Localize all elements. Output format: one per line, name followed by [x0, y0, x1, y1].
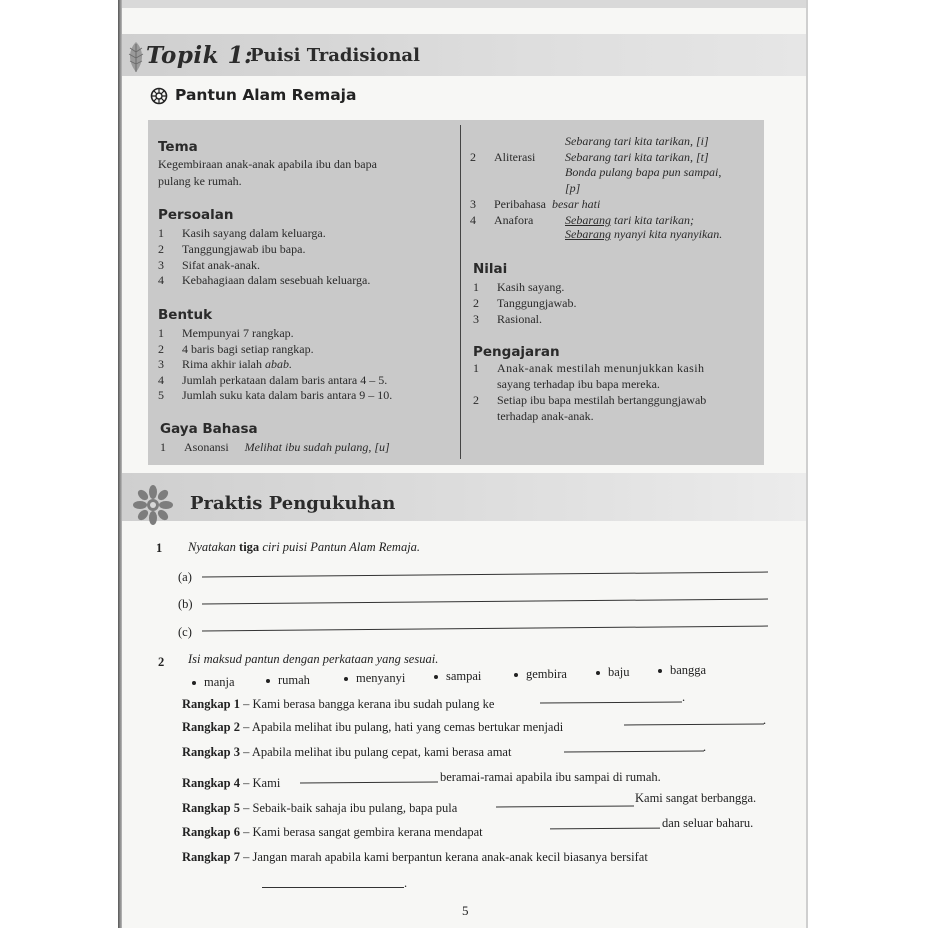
rangkap-3: Rangkap 3 – Apabila melihat ibu pulang cepat, kami berasa amat: [182, 745, 512, 759]
poem-title: Pantun Alam Remaja: [175, 86, 357, 104]
rangkap-6-blank[interactable]: [550, 828, 660, 830]
persoalan-item: 4 Kebahagiaan dalam sesebuah keluarga.: [158, 273, 371, 287]
rangkap-5: Rangkap 5 – Sebaik-baik sahaja ibu pulang, bapa pula: [182, 801, 458, 815]
rangkap-4-blank[interactable]: [300, 782, 438, 784]
heading-bentuk: Bentuk: [158, 307, 213, 323]
bullet-icon: [192, 681, 196, 685]
nilai-item: 2 Tanggungjawab.: [473, 296, 577, 310]
persoalan-item: 3 Sifat anak-anak.: [158, 258, 260, 272]
bentuk-item: 1 Mempunyai 7 rangkap.: [158, 326, 294, 340]
top-gray-strip: [122, 0, 806, 8]
rangkap-3-blank[interactable]: [564, 751, 704, 753]
bentuk-item: 3 Rima akhir ialah abab.: [158, 357, 292, 371]
aliterasi-line-2: Sebarang tari kita tarikan, [t]: [565, 150, 709, 164]
aliterasi-label: 2 Aliterasi: [470, 150, 536, 164]
floral-ornament-icon: [128, 484, 178, 526]
rangkap-1: Rangkap 1 – Kami berasa bangga kerana ibu sudah pulang ke: [182, 697, 495, 711]
nilai-item: 3 Rasional.: [473, 312, 542, 326]
heading-tema: Tema: [158, 139, 198, 155]
word-option: sampai: [434, 669, 481, 684]
q1-number: 1: [156, 541, 163, 555]
peribahasa-item: 3 Peribahasa besar hati: [470, 197, 601, 211]
rangkap-6: Rangkap 6 – Kami berasa sangat gembira kerana mendapat: [182, 825, 483, 839]
praktis-title: Praktis Pengukuhan: [190, 493, 396, 514]
rangkap-4-end: beramai-ramai apabila ibu sampai di rumah.: [440, 770, 661, 784]
textbook-page: [122, 0, 806, 928]
flower-icon: [150, 87, 168, 105]
rangkap-7-end: .: [404, 876, 408, 890]
rangkap-6-end: dan seluar baharu.: [662, 816, 754, 830]
pengajaran-item: 1 Anak-anak mestilah menunjukkan kasih: [473, 361, 705, 375]
word-option: rumah: [266, 673, 310, 688]
rangkap-7-blank[interactable]: [262, 887, 404, 888]
bullet-icon: [434, 675, 438, 679]
pengajaran-item: 2 Setiap ibu bapa mestilah bertanggungjawab: [473, 393, 707, 407]
page-number: 5: [462, 903, 469, 918]
rangkap-2-end: .: [763, 713, 767, 727]
heading-gaya-bahasa: Gaya Bahasa: [160, 421, 258, 437]
tema-line-1: Kegembiraan anak-anak apabila ibu dan bapa: [158, 157, 377, 171]
bullet-icon: [266, 679, 270, 683]
bullet-icon: [344, 677, 348, 681]
topic-label: Topik 1:: [146, 42, 254, 69]
q1-answer-line-c[interactable]: [202, 626, 768, 632]
topic-title: Puisi Tradisional: [250, 45, 420, 66]
gaya-bahasa-item: 1 Asonansi Melihat ibu sudah pulang, [u]: [160, 440, 390, 454]
q1-instruction: Nyatakan tiga ciri puisi Pantun Alam Remaja.: [188, 540, 421, 554]
column-divider: [460, 125, 461, 459]
q1-part-a-label: (a): [178, 570, 192, 584]
q1-answer-line-a[interactable]: [202, 572, 768, 578]
word-option: manja: [192, 675, 235, 690]
persoalan-item: 1 Kasih sayang dalam keluarga.: [158, 226, 326, 240]
rangkap-1-end: .: [682, 690, 686, 704]
scan-margin-right: [807, 0, 928, 928]
aliterasi-line-4: [p]: [565, 181, 581, 195]
word-option: gembira: [514, 667, 567, 682]
bullet-icon: [658, 669, 662, 673]
bentuk-item: 5 Jumlah suku kata dalam baris antara 9 – 10.: [158, 388, 393, 402]
q2-instruction: Isi maksud pantun dengan perkataan yang sesuai.: [188, 652, 439, 666]
bentuk-item: 4 Jumlah perkataan dalam baris antara 4 – 5.: [158, 373, 388, 387]
nilai-item: 1 Kasih sayang.: [473, 280, 565, 294]
rangkap-3-end: .: [703, 740, 707, 754]
pengajaran-item-cont: sayang terhadap ibu bapa mereka.: [497, 377, 660, 391]
pengajaran-item-cont: terhadap anak-anak.: [497, 409, 594, 423]
q1-part-b-label: (b): [178, 597, 193, 611]
heading-persoalan: Persoalan: [158, 207, 234, 223]
q1-part-c-label: (c): [178, 625, 192, 639]
word-option: baju: [596, 665, 630, 680]
bentuk-item: 2 4 baris bagi setiap rangkap.: [158, 342, 314, 356]
bullet-icon: [596, 671, 600, 675]
rangkap-4: Rangkap 4 – Kami: [182, 776, 281, 790]
rangkap-1-blank[interactable]: [540, 702, 682, 704]
anafora-line-2: Sebarang nyanyi kita nyanyikan.: [565, 227, 723, 241]
scan-margin-left: [0, 0, 118, 928]
bullet-icon: [514, 673, 518, 677]
aliterasi-line-3: Bonda pulang bapa pun sampai,: [565, 165, 722, 179]
rangkap-2: Rangkap 2 – Apabila melihat ibu pulang, hati yang cemas bertukar menjadi: [182, 720, 564, 734]
rangkap-2-blank[interactable]: [624, 724, 764, 726]
word-option: menyanyi: [344, 671, 405, 686]
leaf-ornament-icon: [124, 40, 148, 74]
q2-number: 2: [158, 655, 165, 669]
rangkap-5-end: Kami sangat berbangga.: [635, 791, 757, 805]
q1-answer-line-b[interactable]: [202, 599, 768, 605]
word-option: bangga: [658, 663, 706, 678]
heading-pengajaran: Pengajaran: [473, 344, 560, 360]
tema-line-2: pulang ke rumah.: [158, 174, 242, 188]
persoalan-item: 2 Tanggungjawab ibu bapa.: [158, 242, 306, 256]
anafora-line-1: Sebarang tari kita tarikan;: [565, 213, 694, 227]
aliterasi-line-1: Sebarang tari kita tarikan, [i]: [565, 134, 709, 148]
rangkap-5-blank[interactable]: [496, 806, 634, 808]
heading-nilai: Nilai: [473, 261, 508, 277]
rangkap-7: Rangkap 7 – Jangan marah apabila kami berpantun kerana anak-anak kecil biasanya bersifat: [182, 850, 648, 864]
anafora-item: 4 Anafora: [470, 213, 534, 227]
